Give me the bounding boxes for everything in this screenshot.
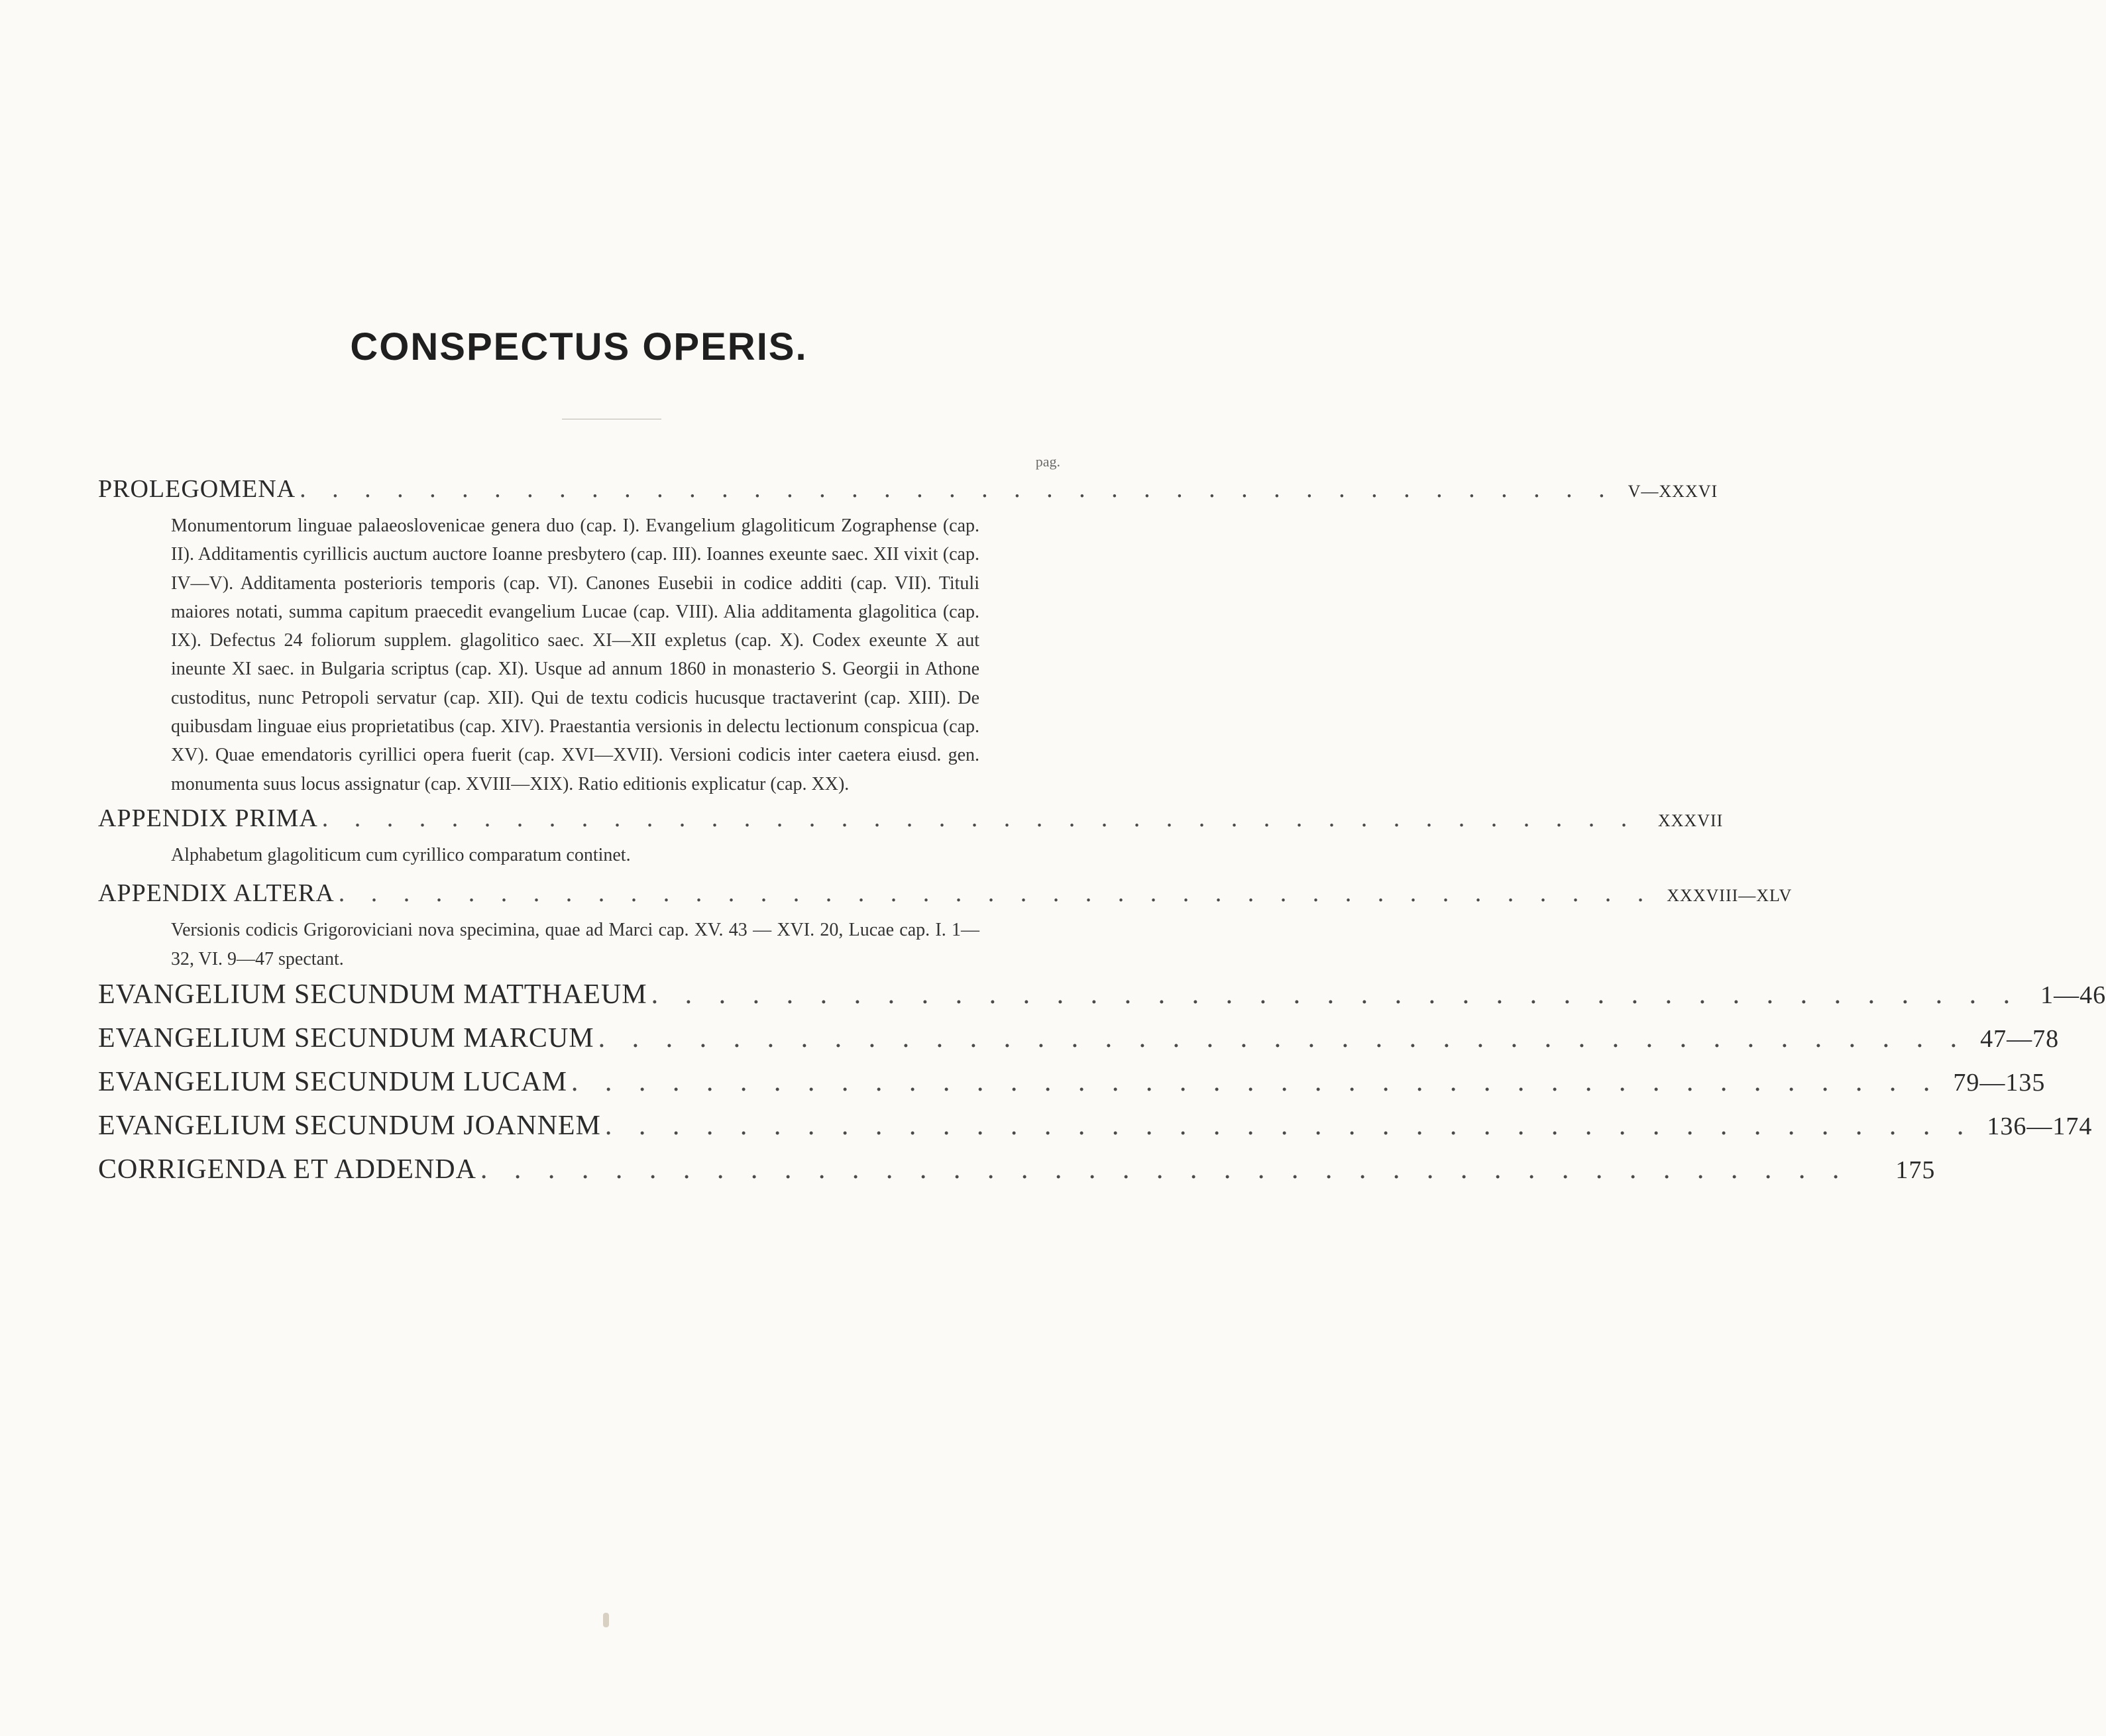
toc-entry-description: Alphabetum glagoliticum cum cyrillico comparatum continet. <box>171 844 631 865</box>
dot-leader: . . . . . . . . . . . . . . . . . . . . . . . . . . . . . . . . . . . . . . . . . <box>604 1110 1974 1141</box>
toc-entry-joannem <box>98 1110 2093 1154</box>
toc-entry-title: PROLEGOMENA <box>98 475 296 503</box>
toc-entry-pages: 47—78 <box>1980 1024 2060 1053</box>
toc-entry-description: Monumentorum linguae palaeoslovenicae genera duo (cap. I). Evangelium glagoliticum Zographense (cap. II). Additamentis cyrillicis auctum auctore Ioanne presbytero (cap. III). Ioannes exeunte saec. XII vixit (cap. IV—V). Additamenta posterioris temporis (cap. VI). Canones Eusebii in codice additi (cap. VII). Tituli maiores notati, summa capitum praecedit evangelium Lucae (cap. VIII). Alia additamenta glagolitica (cap. IX). Defectus 24 foliorum supplem. glagolitico saec. XI—XII expletus (cap. X). Codex exeunte X aut ineunte XI saec. in Bulgaria scriptus (cap. XI). Usque ad annum 1860 in monasterio S. Georgii in Athone custoditus, nunc Petropoli servatur (cap. XII). Qui de textu codicis hucusque tractaverint (cap. XIII). De quibusdam linguae eius proprietatibus (cap. XIV). Praestantia versionis in delectu lectionum conspicua (cap. XV). Quae emendatoris cyrillici opera fuerit (cap. XVI—XVII). Versioni codicis inter caetera eiusd. gen. monumenta suus locus assignatur (cap. XVIII—XIX). Ratio editionis explicatur (cap. XX). <box>171 515 979 794</box>
toc-entry-lucam <box>98 1066 2046 1110</box>
toc-entry-pages: XXXVII <box>1657 810 1724 830</box>
dot-leader: . . . . . . . . . . . . . . . . . . . . . . . . . . . . . . . . . . . . . . . . . <box>338 879 1654 908</box>
dot-leader: . . . . . . . . . . . . . . . . . . . . . . . . . . . . . . . . . . . . . . . . . <box>300 475 1615 503</box>
toc-entry-title: APPENDIX PRIMA <box>98 804 318 832</box>
toc-entry-title: CORRIGENDA ET ADDENDA <box>98 1154 476 1185</box>
toc-entry-corrigenda <box>98 1154 1936 1197</box>
paper-blemish <box>603 1613 609 1627</box>
table-of-contents <box>98 474 2106 1197</box>
toc-entry-description: Versionis codicis Grigoroviciani nova specimina, quae ad Marci cap. XV. 43 — XVI. 20, Lucae cap. I. 1—32, VI. 9—47 spectant. <box>171 920 979 969</box>
toc-entry-title: EVANGELIUM SECUNDUM LUCAM <box>98 1066 567 1097</box>
toc-entry-marcum <box>98 1022 2060 1066</box>
page-column-header: pag. <box>1035 453 1060 470</box>
toc-entry-pages: 79—135 <box>1953 1068 2046 1097</box>
toc-entry-title: APPENDIX ALTERA <box>98 879 335 908</box>
toc-entry-pages: XXXVIII—XLV <box>1667 886 1793 906</box>
dot-leader: . . . . . . . . . . . . . . . . . . . . . . . . . . . . . . . . . . . . . . . . . <box>598 1022 1967 1054</box>
dot-leader: . . . . . . . . . . . . . . . . . . . . . . . . . . . . . . . . . . . . . . . . . <box>480 1154 1850 1185</box>
dot-leader: . . . . . . . . . . . . . . . . . . . . . . . . . . . . . . . . . . . . . . . . . <box>321 804 1637 832</box>
toc-entry-title: EVANGELIUM SECUNDUM JOANNEM <box>98 1110 601 1141</box>
toc-entry-prolegomena <box>98 474 1718 512</box>
toc-entry-appendix-prima <box>98 804 1724 841</box>
toc-entry-pages: V—XXXVI <box>1628 482 1718 501</box>
toc-entry-appendix-altera <box>98 879 1793 916</box>
toc-entry-pages: 175 <box>1895 1156 1936 1184</box>
dot-leader: . . . . . . . . . . . . . . . . . . . . . . . . . . . . . . . . . . . . . . . . . <box>571 1066 1940 1097</box>
toc-entry-title: EVANGELIUM SECUNDUM MARCUM <box>98 1022 594 1054</box>
page-title: CONSPECTUS OPERIS. <box>350 325 808 368</box>
dot-leader: . . . . . . . . . . . . . . . . . . . . . . . . . . . . . . . . . . . . . . . . . <box>651 979 2021 1010</box>
toc-entry-title: EVANGELIUM SECUNDUM MATTHAEUM <box>98 979 647 1010</box>
toc-entry-matthaeum <box>98 979 2106 1022</box>
toc-entry-pages: 1—46 <box>2040 981 2106 1009</box>
toc-entry-pages: 136—174 <box>1987 1112 2093 1140</box>
